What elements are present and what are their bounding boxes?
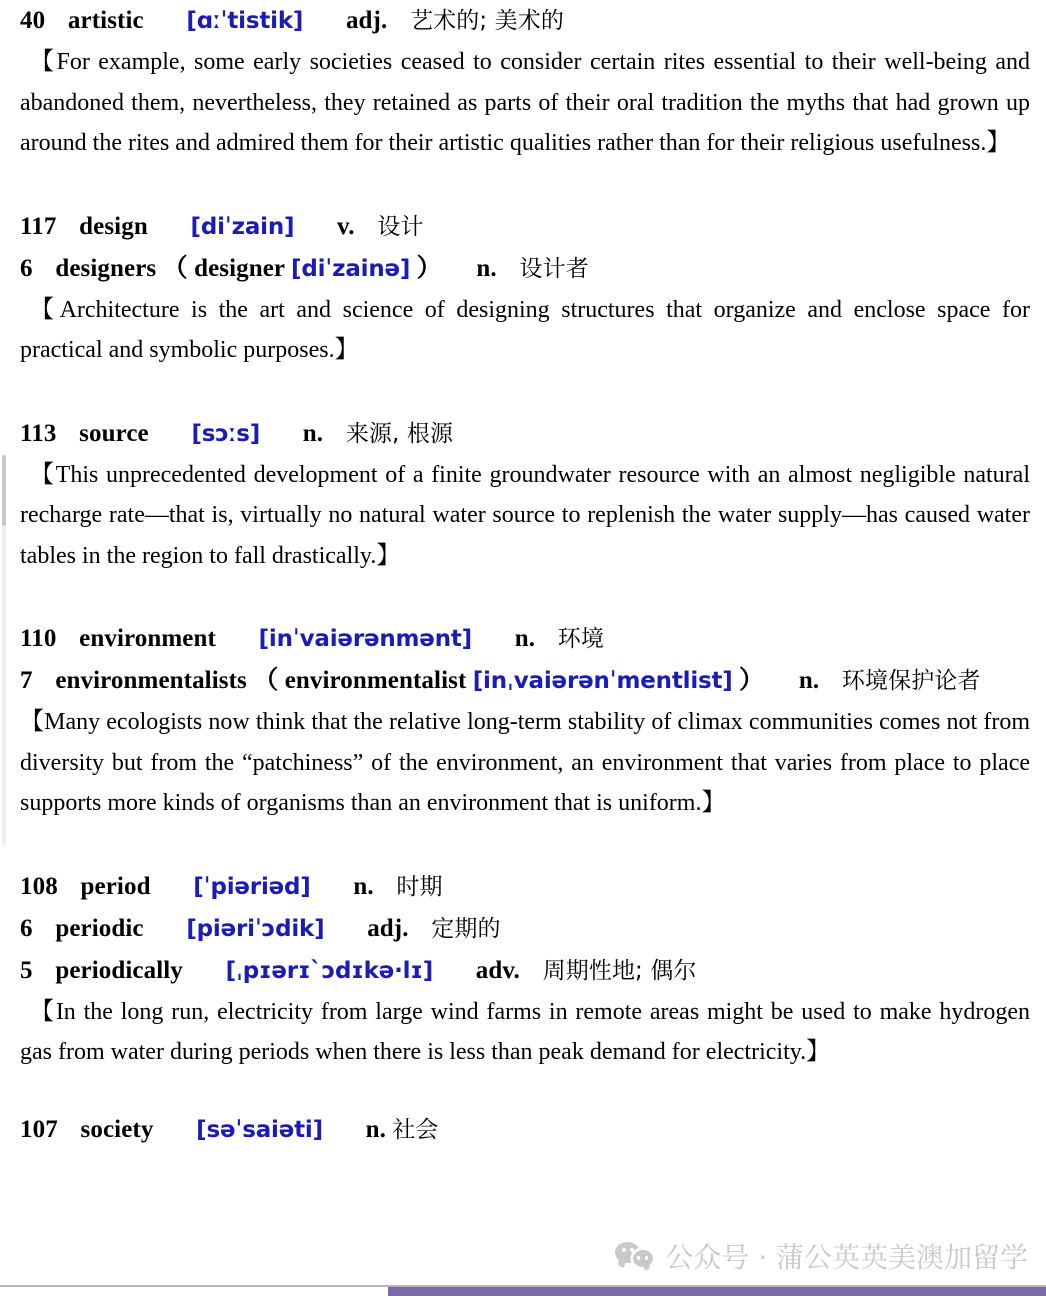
derived-pos: adv. — [475, 956, 520, 984]
headword-word: society — [80, 1115, 154, 1143]
example-sentence: 【In the long run, electricity from large wind farms in remote areas might be used to make hydrogen gas from water during periods when there is less than peak demand for electricity.】 — [20, 998, 1030, 1065]
headword-translation: 艺术的; 美术的 — [410, 8, 564, 34]
headword-pos: n. — [514, 625, 536, 652]
derived-pos: n. — [476, 254, 497, 282]
headword-word: environment — [79, 625, 216, 652]
headword-ipa: [ɑːˈtistik] — [186, 8, 304, 34]
headword-ipa: [sɔːs] — [191, 420, 261, 447]
headword-translation: 环境 — [557, 626, 604, 652]
paren-close: ） — [416, 254, 442, 282]
derived-form-line — [20, 950, 1030, 992]
wechat-icon — [615, 1241, 653, 1271]
headword-rank: 40 — [20, 7, 46, 34]
watermark-text: 公众号 · 蒲公英英美澳加留学 — [665, 1241, 1028, 1274]
bottom-cut-text — [14, 1288, 344, 1296]
section-spacer — [20, 164, 1030, 206]
headword-word: source — [79, 419, 149, 447]
headword-translation: 设计 — [377, 213, 424, 240]
derived-base: designer — [194, 254, 285, 282]
derived-rank: 6 — [20, 914, 33, 942]
entry-source — [20, 413, 1030, 577]
derived-word: periodically — [55, 956, 183, 984]
headword-pos: n. — [302, 419, 324, 447]
example-sentence: 【For example, some early societies ceased to consider certain rites essential to their well-being and abandoned them, nevertheless, they retained as parts of their oral tradition the myths that had grown up around the rites and admired them for their artistic qualities rather than for their religious usefulness.】 — [20, 49, 1030, 156]
paren-close: ） — [738, 667, 765, 694]
headword-pos: adj. — [345, 7, 388, 34]
headword-translation: 来源, 根源 — [345, 420, 454, 447]
entry-environment — [20, 618, 1030, 824]
headword-rank: 113 — [20, 419, 57, 447]
headword-ipa: [inˈvaiərənmənt] — [258, 626, 472, 652]
headword-rank: 107 — [20, 1115, 58, 1143]
derived-base: environmentalist — [284, 667, 467, 694]
derived-ipa: [diˈzainə] — [291, 255, 411, 282]
derived-rank: 6 — [20, 254, 33, 282]
derived-rank: 7 — [20, 667, 33, 694]
derived-word: periodic — [55, 914, 144, 942]
entry-period — [20, 866, 1030, 1073]
derived-form-line — [20, 908, 1030, 950]
derived-word: environmentalists — [55, 667, 247, 694]
derived-ipa: [inˌvaiərənˈmentlist] — [472, 668, 733, 694]
headword-rank: 108 — [20, 872, 58, 900]
watermark — [615, 1236, 1028, 1276]
example-sentence: 【Many ecologists now think that the relative long-term stability of climax communities comes not from diversity but from the “patchiness” of the environment, an environment that varies from place to place supports more kinds of organisms than an environment that is uniform.】 — [20, 709, 1030, 816]
bottom-progress-bar[interactable] — [388, 1287, 1046, 1296]
headword-word: artistic — [67, 7, 144, 34]
headword-translation: 时期 — [396, 873, 443, 900]
derived-translation: 设计者 — [519, 255, 589, 282]
headword-pos: n. — [353, 872, 374, 900]
headword-line — [20, 618, 1030, 660]
section-spacer — [20, 1073, 1030, 1109]
derived-form-line — [20, 660, 1030, 702]
section-spacer — [20, 371, 1030, 413]
derived-rank: 5 — [20, 956, 33, 984]
example-sentence: 【This unprecedented development of a finite groundwater resource with an almost negligible natural recharge rate—that is, virtually no natural water source to replenish the water supply—has caused water tables in the region to fall drastically.】 — [20, 461, 1030, 569]
derived-word: designers — [55, 254, 157, 282]
headword-translation: 社会 — [392, 1116, 439, 1143]
entry-society — [20, 1109, 1030, 1151]
headword-ipa: [ˈpiəriəd] — [193, 873, 311, 900]
derived-translation: 环境保护论者 — [841, 668, 981, 694]
headword-line — [20, 0, 1030, 42]
derived-pos: n. — [798, 667, 820, 694]
headword-line — [20, 1109, 1030, 1151]
paren-open: （ — [253, 667, 279, 694]
headword-line — [20, 413, 1030, 455]
derived-form-line — [20, 248, 1030, 290]
headword-rank: 117 — [20, 212, 57, 240]
derived-ipa: [ˌpɪərɪˋɔdɪkə·lɪ] — [225, 957, 434, 984]
headword-line — [20, 866, 1030, 908]
headword-line — [20, 206, 1030, 248]
headword-pos: v. — [337, 212, 355, 240]
headword-word: period — [80, 872, 151, 900]
headword-pos: n. — [365, 1115, 386, 1143]
section-spacer — [20, 824, 1030, 866]
derived-ipa: [piəriˈɔdik] — [186, 915, 325, 942]
derived-translation: 定期的 — [431, 915, 501, 942]
derived-translation: 周期性地; 偶尔 — [542, 957, 697, 984]
derived-pos: adj. — [367, 914, 409, 942]
paren-open: （ — [162, 254, 188, 282]
headword-ipa: [diˈzain] — [190, 213, 295, 240]
headword-word: design — [79, 212, 148, 240]
entry-design — [20, 206, 1030, 371]
headword-ipa: [səˈsaiəti] — [196, 1116, 323, 1143]
entry-artistic — [20, 0, 1030, 164]
headword-rank: 110 — [20, 625, 57, 652]
section-spacer — [20, 576, 1030, 618]
example-sentence: 【Architecture is the art and science of designing structures that organize and enclose space for practical and symbolic purposes.】 — [20, 296, 1030, 363]
